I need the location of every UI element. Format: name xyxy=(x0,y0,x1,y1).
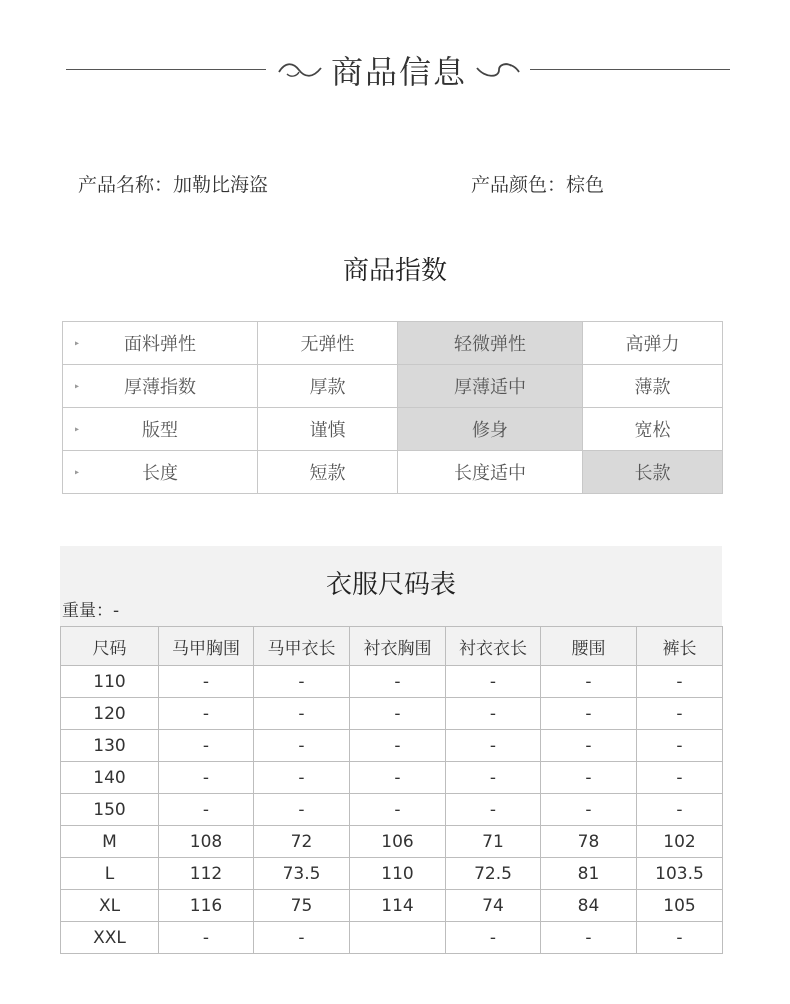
size-value-cell: - xyxy=(637,762,723,794)
size-value-cell: - xyxy=(159,762,254,794)
header-title-group xyxy=(272,44,526,96)
size-value-cell: - xyxy=(254,794,350,826)
size-value-cell: 72 xyxy=(254,826,350,858)
size-value-cell: - xyxy=(541,922,637,954)
size-value-cell: - xyxy=(159,922,254,954)
size-value-cell: - xyxy=(541,762,637,794)
bullet-arrow-icon: ▸ xyxy=(75,381,80,391)
size-column-header: 马甲胸围 xyxy=(159,627,254,666)
table-row xyxy=(61,858,723,890)
size-chart-table xyxy=(60,626,723,954)
bullet-arrow-icon: ▸ xyxy=(75,467,80,477)
index-row xyxy=(63,322,723,365)
header-divider-left xyxy=(66,69,266,70)
product-name: 产品名称：加勒比海盗 xyxy=(78,174,269,196)
size-value-cell: - xyxy=(254,666,350,698)
size-chart-header xyxy=(60,546,722,626)
size-value-cell: 84 xyxy=(541,890,637,922)
size-value-cell: - xyxy=(350,762,446,794)
size-label-cell: 110 xyxy=(61,666,159,698)
size-value-cell: 108 xyxy=(159,826,254,858)
size-value-cell: - xyxy=(350,730,446,762)
index-row-label-text: 长度 xyxy=(142,463,178,484)
size-value-cell: 103.5 xyxy=(637,858,723,890)
size-value-cell: 112 xyxy=(159,858,254,890)
table-row xyxy=(61,794,723,826)
size-value-cell: - xyxy=(446,762,541,794)
index-row xyxy=(63,451,723,494)
size-value-cell: - xyxy=(254,698,350,730)
table-row xyxy=(61,698,723,730)
size-value-cell: 110 xyxy=(350,858,446,890)
size-value-cell: - xyxy=(446,730,541,762)
size-value-cell: - xyxy=(637,794,723,826)
size-value-cell: - xyxy=(159,666,254,698)
size-value-cell: - xyxy=(541,794,637,826)
bullet-arrow-icon: ▸ xyxy=(75,424,80,434)
table-row xyxy=(61,826,723,858)
size-value-cell: 116 xyxy=(159,890,254,922)
size-column-header: 衬衣胸围 xyxy=(350,627,446,666)
size-column-header: 腰围 xyxy=(541,627,637,666)
size-value-cell: - xyxy=(446,666,541,698)
size-label-cell: XL xyxy=(61,890,159,922)
index-row-label xyxy=(63,322,258,365)
size-value-cell: - xyxy=(350,698,446,730)
bullet-arrow-icon: ▸ xyxy=(75,338,80,348)
section-header xyxy=(0,44,790,96)
index-option: 薄款 xyxy=(583,365,723,408)
table-row xyxy=(61,890,723,922)
index-row xyxy=(63,408,723,451)
index-option: 无弹性 xyxy=(258,322,398,365)
size-value-cell: - xyxy=(446,922,541,954)
page-title: 商品信息 xyxy=(330,53,467,91)
size-value-cell: - xyxy=(541,730,637,762)
size-label-cell: M xyxy=(61,826,159,858)
size-value-cell: 78 xyxy=(541,826,637,858)
header-divider-right xyxy=(530,69,730,70)
size-value-cell: - xyxy=(159,794,254,826)
size-value-cell: - xyxy=(637,730,723,762)
index-option: 高弹力 xyxy=(583,322,723,365)
size-value-cell: - xyxy=(446,698,541,730)
size-value-cell: - xyxy=(541,666,637,698)
size-column-header: 裤长 xyxy=(637,627,723,666)
size-chart-title: 衣服尺码表 xyxy=(325,570,456,600)
size-value-cell: - xyxy=(350,666,446,698)
size-value-cell: 72.5 xyxy=(446,858,541,890)
size-value-cell: - xyxy=(637,922,723,954)
size-value-cell: - xyxy=(541,698,637,730)
size-value-cell: - xyxy=(637,666,723,698)
index-option-selected: 厚薄适中 xyxy=(398,365,583,408)
index-option: 短款 xyxy=(258,451,398,494)
index-row-label xyxy=(63,451,258,494)
product-color: 产品颜色：棕色 xyxy=(471,174,605,196)
size-value-cell: 74 xyxy=(446,890,541,922)
size-value-cell: 71 xyxy=(446,826,541,858)
product-index-table xyxy=(62,321,723,494)
size-label-cell: 140 xyxy=(61,762,159,794)
size-value-cell: - xyxy=(254,730,350,762)
table-row xyxy=(61,730,723,762)
size-chart-header-row xyxy=(61,627,723,666)
index-option-selected: 轻微弹性 xyxy=(398,322,583,365)
index-row-label-text: 版型 xyxy=(142,420,178,441)
index-row-label xyxy=(63,365,258,408)
table-row xyxy=(61,666,723,698)
size-value-cell: - xyxy=(254,762,350,794)
table-row xyxy=(61,762,723,794)
index-option: 谨慎 xyxy=(258,408,398,451)
size-label-cell: XXL xyxy=(61,922,159,954)
size-label-cell: L xyxy=(61,858,159,890)
index-row xyxy=(63,365,723,408)
size-value-cell: 81 xyxy=(541,858,637,890)
size-value-cell: - xyxy=(637,698,723,730)
size-value-cell: 73.5 xyxy=(254,858,350,890)
size-column-header: 衬衣衣长 xyxy=(446,627,541,666)
index-option: 厚款 xyxy=(258,365,398,408)
index-row-label-text: 面料弹性 xyxy=(124,334,196,355)
index-row-label-text: 厚薄指数 xyxy=(124,377,196,398)
size-value-cell: - xyxy=(159,730,254,762)
index-option-selected: 修身 xyxy=(398,408,583,451)
weight-label: 重量：- xyxy=(62,601,120,621)
size-value-cell: 114 xyxy=(350,890,446,922)
size-value-cell: 75 xyxy=(254,890,350,922)
size-column-header: 马甲衣长 xyxy=(254,627,350,666)
size-label-cell: 120 xyxy=(61,698,159,730)
size-value-cell: 105 xyxy=(637,890,723,922)
index-title: 商品指数 xyxy=(342,256,447,286)
size-value-cell: 106 xyxy=(350,826,446,858)
index-option-selected: 长款 xyxy=(583,451,723,494)
size-label-cell: 130 xyxy=(61,730,159,762)
index-option: 宽松 xyxy=(583,408,723,451)
size-value-cell: 102 xyxy=(637,826,723,858)
ornament-swirl-left-icon xyxy=(277,60,323,80)
size-column-header: 尺码 xyxy=(61,627,159,666)
table-row xyxy=(61,922,723,954)
size-value-cell: - xyxy=(350,794,446,826)
ornament-swirl-right-icon xyxy=(475,60,521,80)
size-label-cell: 150 xyxy=(61,794,159,826)
index-row-label xyxy=(63,408,258,451)
index-option: 长度适中 xyxy=(398,451,583,494)
size-value-cell xyxy=(350,922,446,954)
size-value-cell: - xyxy=(446,794,541,826)
size-value-cell: - xyxy=(254,922,350,954)
size-value-cell: - xyxy=(159,698,254,730)
